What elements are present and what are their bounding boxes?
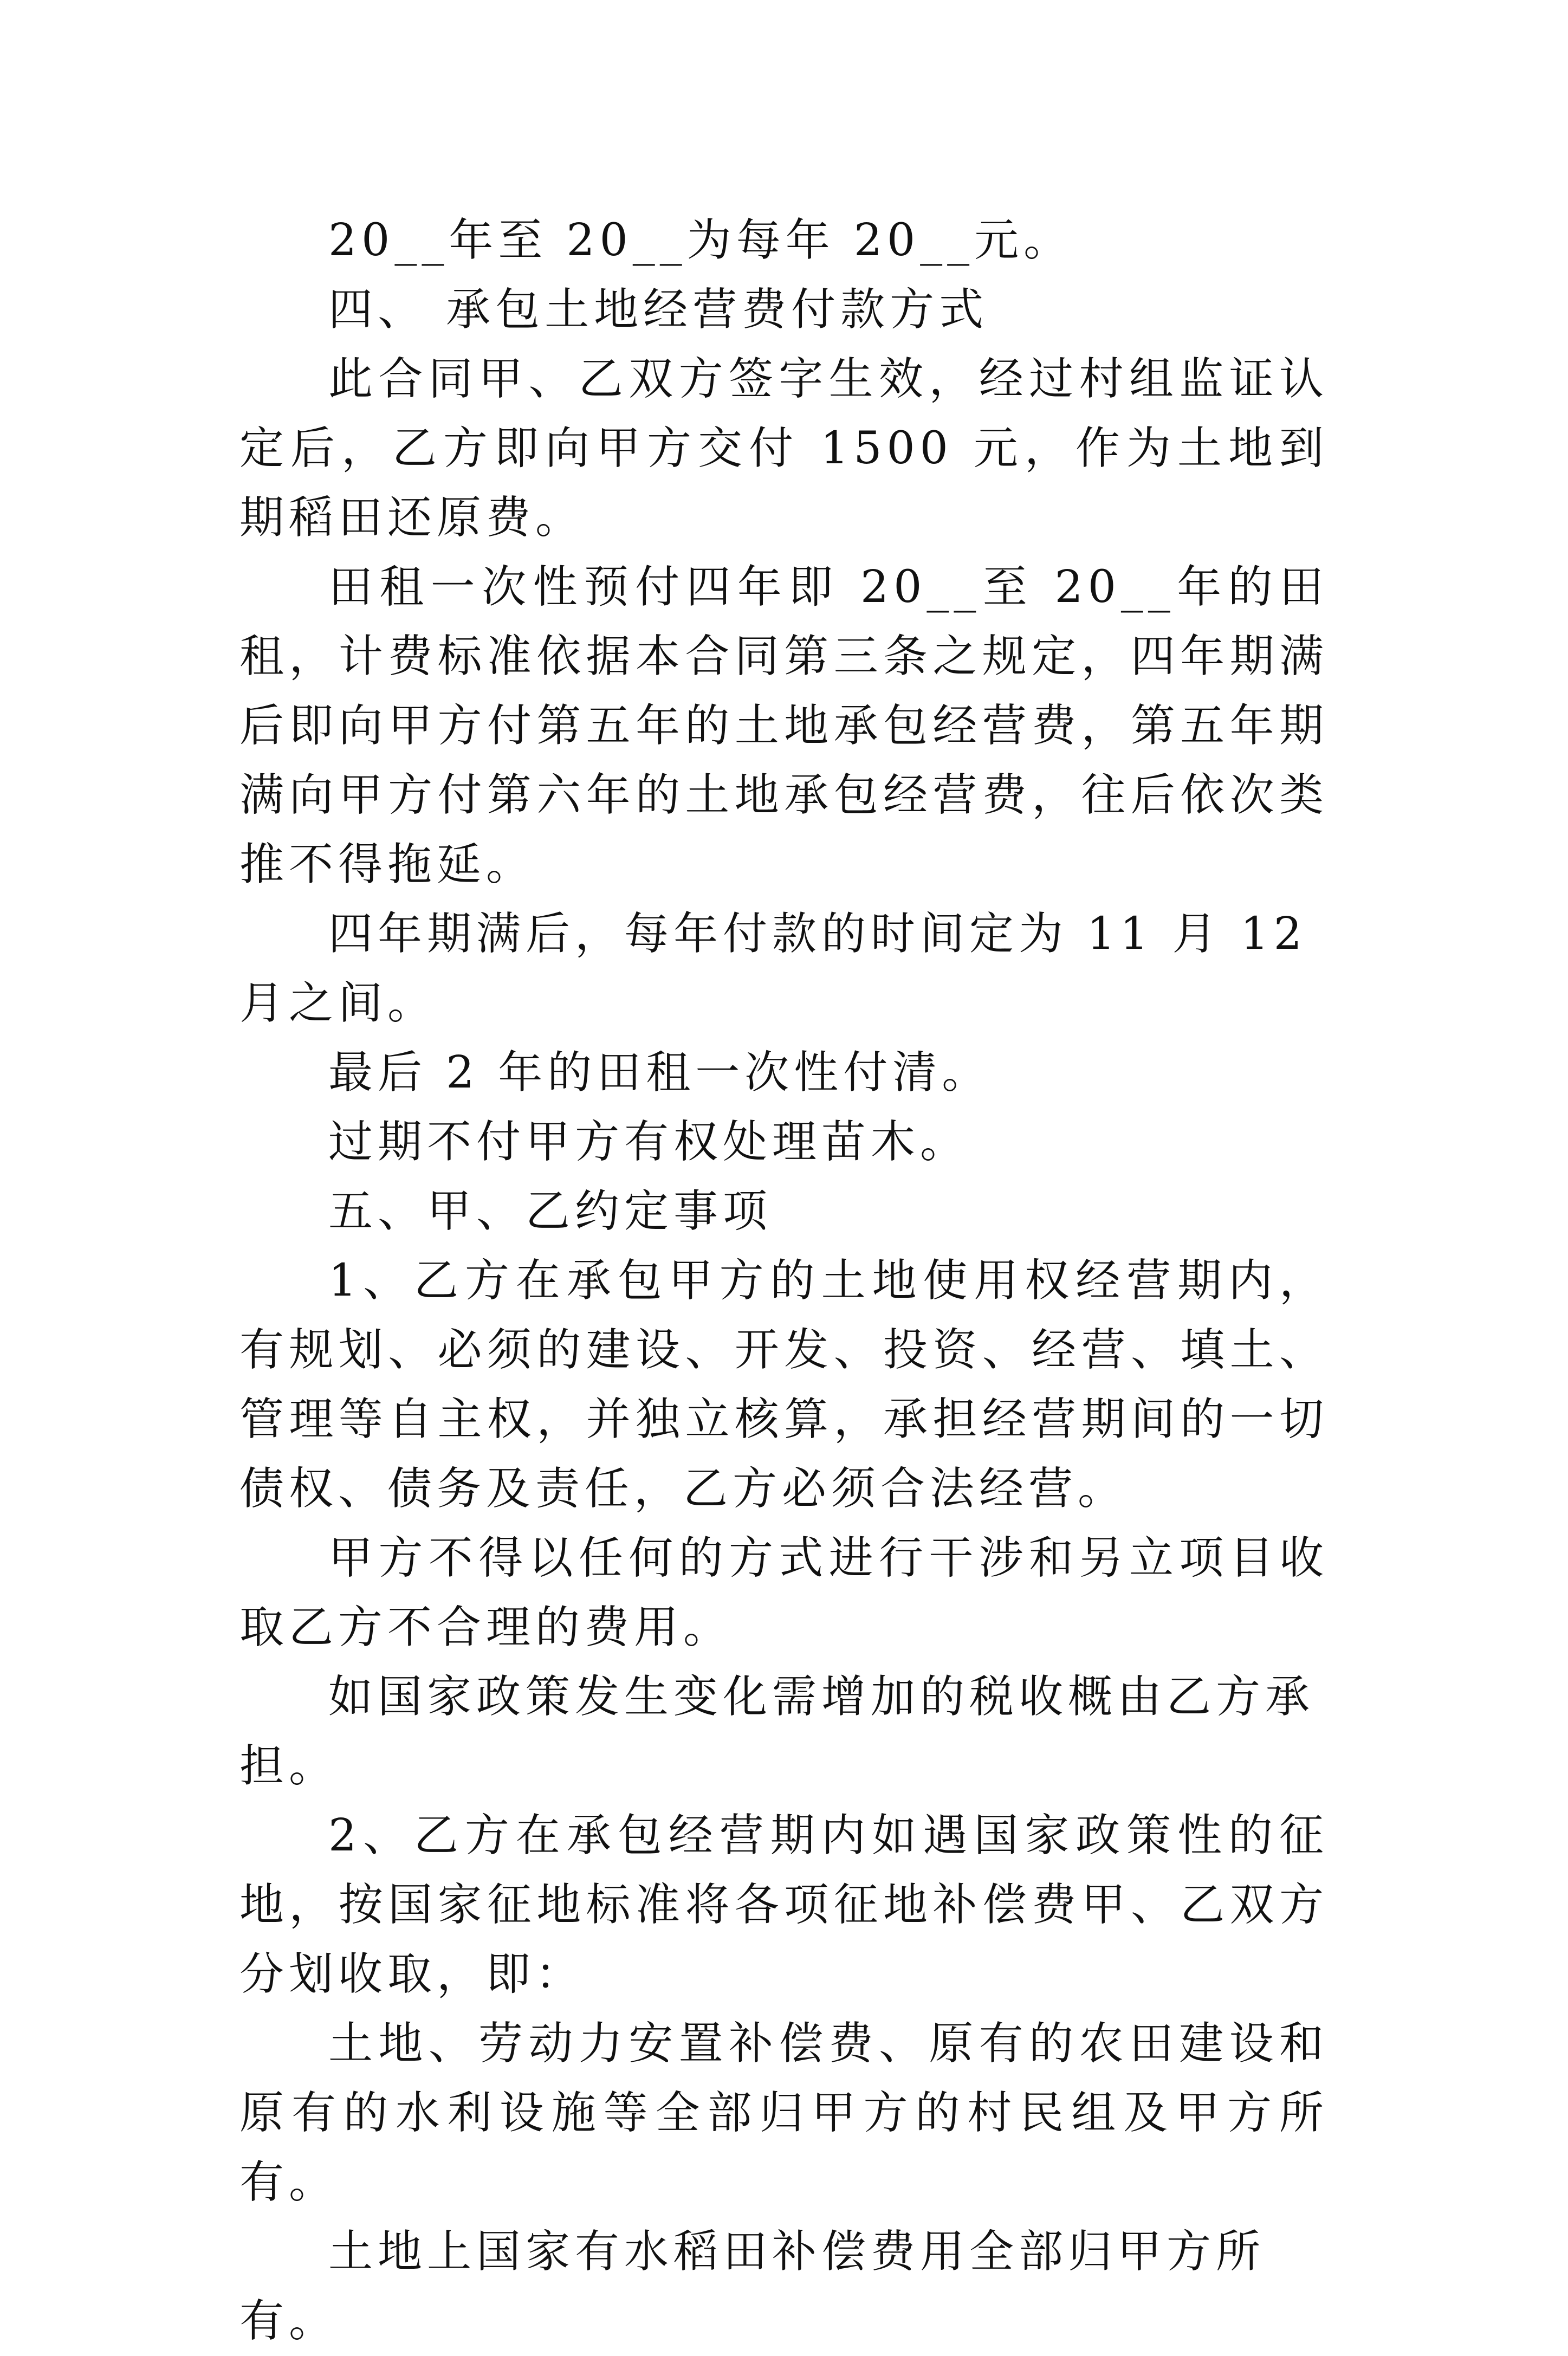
paragraph-payment-time: 四年期满后，每年付款的时间定为 11 月 12 月之间。 <box>239 908 1307 1029</box>
paragraph-rent-period: 20__年至 20__为每年 20__元。 <box>328 215 1073 266</box>
section-heading-agreed-matters: 五、甲、乙约定事项 <box>328 1186 773 1237</box>
paragraph-tax-policy: 如国家政策发生变化需增加的税收概由乙方承担。 <box>239 1671 1315 1792</box>
paragraph-item-2: 2、乙方在承包经营期内如遇国家政策性的征地，按国家征地标准将各项征地补偿费甲、乙双方分划收取，即： <box>239 1810 1329 2000</box>
paragraph-contract-effective: 此合同甲、乙双方签字生效，经过村组监证认定后，乙方即向甲方交付 1500 元，作为土地到期稻田还原费。 <box>239 353 1329 543</box>
paragraph-no-interference: 甲方不得以任何的方式进行干涉和另立项目收取乙方不合理的费用。 <box>239 1532 1329 1653</box>
paragraph-prepaid-rent: 田租一次性预付四年即 20__至 20__年的田租，计费标准依据本合同第三条之规定，四年期满后即向甲方付第五年的土地承包经营费，第五年期满向甲方付第六年的土地承包经营费，往后依次类推不得拖延。 <box>239 561 1329 890</box>
paragraph-final-rent: 最后 2 年的田租一次性付清。 <box>328 1047 992 1098</box>
paragraph-item-1: 1、乙方在承包甲方的土地使用权经营期内，有规划、必须的建设、开发、投资、经营、填土、管理等自主权，并独立核算，承担经营期间的一切债权、债务及责任，乙方必须合法经营。 <box>239 1255 1329 1514</box>
document-body <box>239 206 1329 2356</box>
paragraph-compensation-rice: 土地上国家有水稻田补偿费用全部归甲方所有。 <box>239 2226 1266 2347</box>
paragraph-overdue: 过期不付甲方有权处理苗木。 <box>328 1116 970 1168</box>
section-heading-payment-method: 四、 承包土地经营费付款方式 <box>328 284 989 335</box>
paragraph-compensation-land: 土地、劳动力安置补偿费、原有的农田建设和原有的水利设施等全部归甲方的村民组及甲方所有。 <box>239 2018 1329 2208</box>
